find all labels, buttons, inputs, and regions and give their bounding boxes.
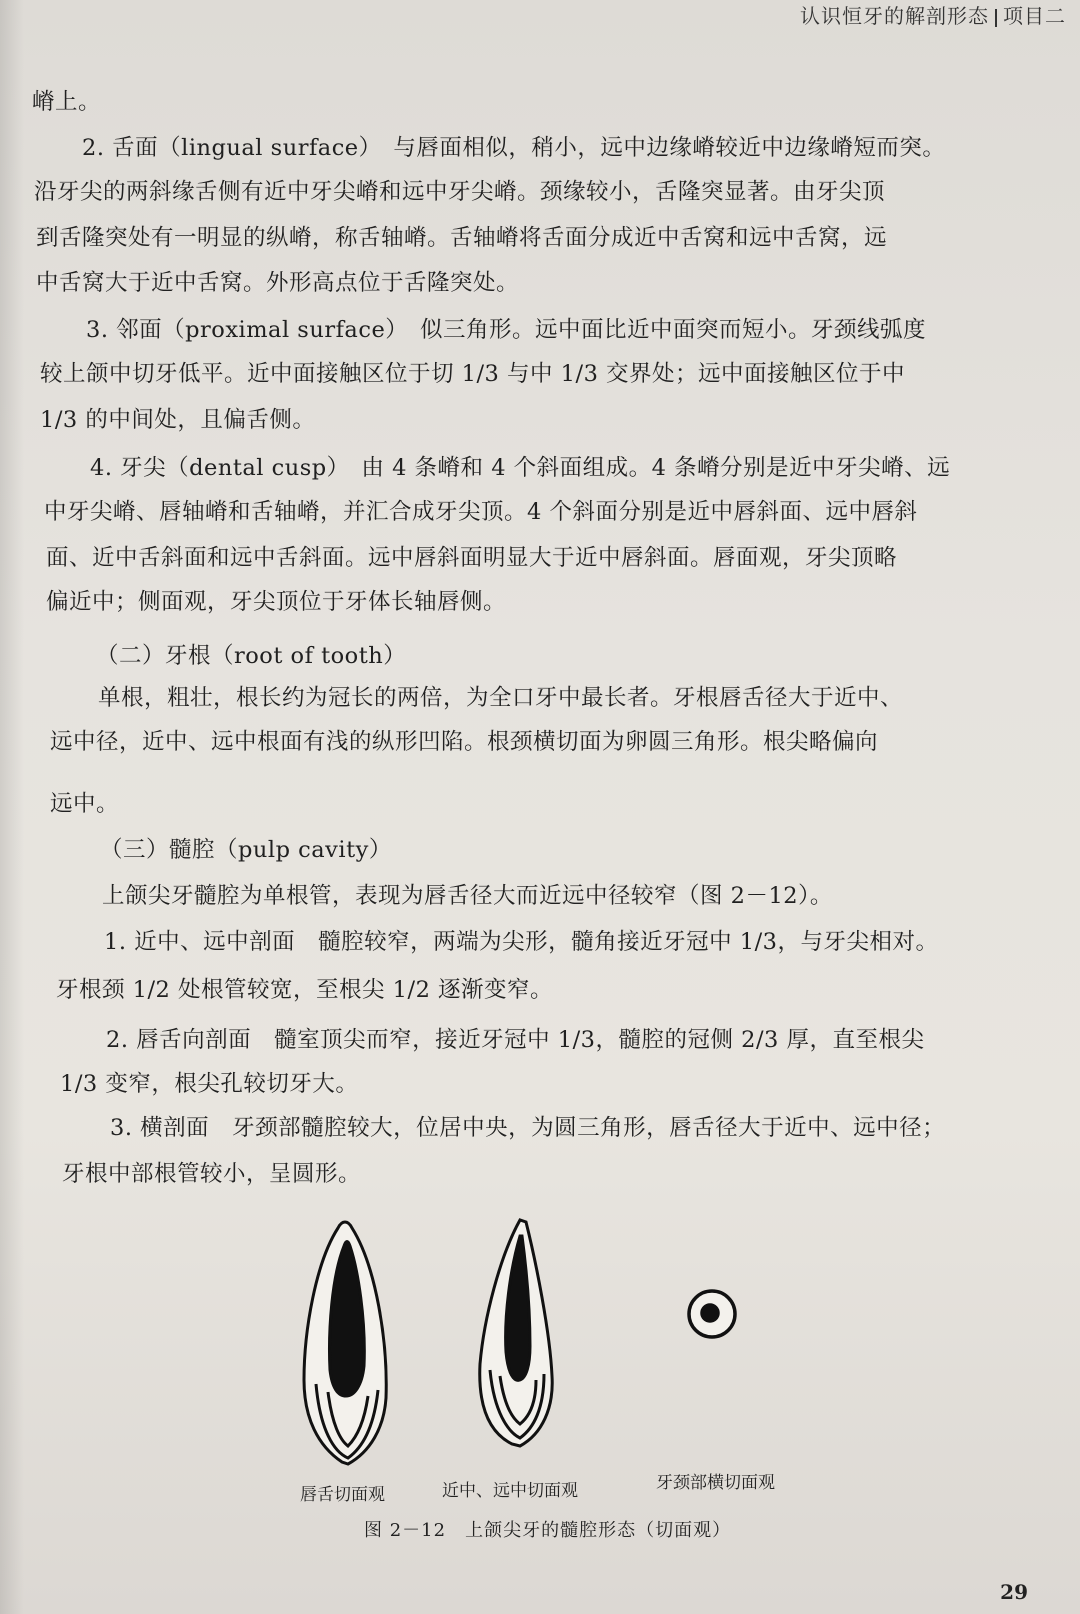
figure-caption: 图 2－12 上颌尖牙的髓腔形态（切面观） <box>364 1520 732 1541</box>
page-number: 29 <box>1000 1580 1028 1604</box>
figure-label: 牙颈部横切面观 <box>656 1473 775 1493</box>
header-title: 认识恒牙的解剖形态 <box>800 4 989 28</box>
text-line: 3. 横剖面 牙颈部髓腔较大，位居中央，为圆三角形，唇舌径大于近中、远中径； <box>110 1115 946 1141</box>
header-project: 项目二 <box>1003 4 1066 28</box>
figure-label: 近中、远中切面观 <box>442 1481 578 1501</box>
text-line: 1. 近中、远中剖面 髓腔较窄，两端为尖形，髓角接近牙冠中 1/3，与牙尖相对。 <box>104 929 939 955</box>
text-line: 1/3 变窄，根尖孔较切牙大。 <box>60 1071 359 1097</box>
section-heading: （三）髓腔（pulp cavity） <box>100 837 392 863</box>
text-line: 面、近中舌斜面和远中舌斜面。远中唇斜面明显大于近中唇斜面。唇面观，牙尖顶略 <box>46 545 898 571</box>
text-line: 上颌尖牙髓腔为单根管，表现为唇舌径大而近远中径较窄（图 2－12）。 <box>102 883 833 909</box>
text-line: 远中。 <box>50 791 120 817</box>
text-line: 牙根颈 1/2 处根管较宽，至根尖 1/2 逐渐变窄。 <box>56 977 554 1003</box>
text-line: 沿牙尖的两斜缘舌侧有近中牙尖嵴和远中牙尖嵴。颈缘较小，舌隆突显著。由牙尖顶 <box>34 179 886 205</box>
text-line: 牙根中部根管较小，呈圆形。 <box>62 1161 362 1187</box>
text-line: 远中径，近中、远中根面有浅的纵形凹陷。根颈横切面为卵圆三角形。根尖略偏向 <box>50 729 879 755</box>
text-line: 2. 舌面（lingual surface） 与唇面相似，稍小，远中边缘嵴较近中边缘嵴短而突。 <box>82 135 946 161</box>
text-line: 1/3 的中间处，且偏舌侧。 <box>40 407 316 433</box>
text-line: 到舌隆突处有一明显的纵嵴，称舌轴嵴。舌轴嵴将舌面分成近中舌窝和远中舌窝，远 <box>36 225 888 251</box>
text-line: 单根，粗壮，根长约为冠长的两倍，为全口牙中最长者。牙根唇舌径大于近中、 <box>98 685 904 711</box>
text-line: 4. 牙尖（dental cusp） 由 4 条嵴和 4 个斜面组成。4 条嵴分别是近中牙尖嵴、远 <box>90 455 951 481</box>
text-line: 3. 邻面（proximal surface） 似三角形。远中面比近中面突而短小。牙颈线弧度 <box>86 317 927 343</box>
text-line: 偏近中；侧面观，牙尖顶位于牙体长轴唇侧。 <box>46 589 507 615</box>
text-line: 2. 唇舌向剖面 髓室顶尖而窄，接近牙冠中 1/3，髓腔的冠侧 2/3 厚，直至根尖 <box>106 1027 925 1053</box>
section-heading: （二）牙根（root of tooth） <box>96 643 407 669</box>
figure-label: 唇舌切面观 <box>300 1485 385 1505</box>
text-line: 较上颌中切牙低平。近中面接触区位于切 1/3 与中 1/3 交界处；远中面接触区位于中 <box>40 361 906 387</box>
text-line: 嵴上。 <box>32 89 102 115</box>
text-line: 中牙尖嵴、唇轴嵴和舌轴嵴，并汇合成牙尖顶。4 个斜面分别是近中唇斜面、远中唇斜 <box>44 499 918 525</box>
text-line: 中舌窝大于近中舌窝。外形高点位于舌隆突处。 <box>36 270 520 296</box>
